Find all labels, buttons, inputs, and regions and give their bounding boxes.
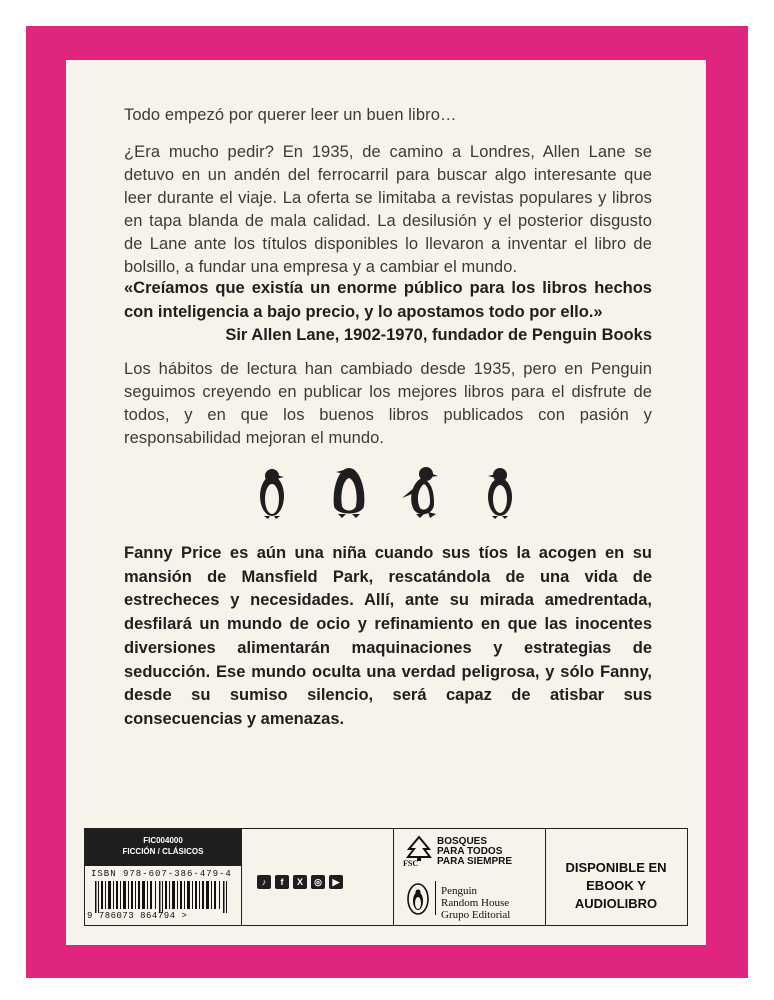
- penguin-row: [0, 464, 774, 524]
- penguin-random-house-logo: [407, 883, 429, 915]
- barcode-cell: [85, 829, 242, 925]
- fsc-line-1: BOSQUES: [437, 836, 488, 847]
- intro-line: Todo empezó por querer leer un buen libro…: [124, 106, 457, 124]
- fsc-slogan: [437, 837, 512, 867]
- barcode-icon: [95, 881, 229, 913]
- fsc-line-3: PARA SIEMPRE: [437, 856, 513, 867]
- publisher-cell: [393, 829, 546, 925]
- available-line-1: DISPONIBLE EN: [565, 860, 667, 875]
- category-code: FIC004000: [143, 836, 183, 845]
- publisher-line-3: Grupo Editorial: [441, 909, 511, 921]
- available-formats: [545, 859, 687, 913]
- tiktok-icon: ♪: [257, 875, 271, 889]
- x-icon: X: [293, 875, 307, 889]
- barcode-number: 9 786073 864794 >: [87, 911, 188, 921]
- publisher-line-2: Random House: [441, 897, 510, 909]
- intro-paragraph: ¿Era mucho pedir? En 1935, de camino a Londres, Allen Lane se detuvo en un andén del ferrocarril para buscar algo interesante que leer durante el viaje. La oferta se limitaba a revistas populares y libros en tapa blanda de mala calidad. La desilusión y el posterior disgusto de Lane ante los títulos disponibles lo llevaron a inventar el libro de bolsillo, a fundar una empresa y a cambiar el mundo.: [124, 143, 652, 276]
- publisher-name: [441, 885, 510, 921]
- synopsis-paragraph: Fanny Price es aún una niña cuando sus tíos la acogen en su mansión de Mansfield Park, rescatándola de una vida de estrecheces y necesidades. Allí, ante su mirada amedrentada, desfilará un mundo de ocio y refinamiento en que las inocentes diversiones alimentarán maquinaciones y estrategias de seducción. Ese mundo oculta una verdad peligrosa, y sólo Fanny, desde su sumiso silencio, será capaz de atisbar sus consecuencias y amenazas.: [124, 544, 652, 728]
- available-line-2: EBOOK Y AUDIOLIBRO: [574, 878, 658, 911]
- mission-paragraph: Los hábitos de lectura han cambiado desde 1935, pero en Penguin seguimos creyendo en publicar los mejores libros para el disfrute de todos, y en que los buenos libros publicados con pasión y responsabilidad mejoran el mundo.: [124, 360, 652, 447]
- facebook-icon: f: [275, 875, 289, 889]
- youtube-icon: ▶: [329, 875, 343, 889]
- penguin-icon: [482, 466, 518, 520]
- instagram-icon: ◎: [311, 875, 325, 889]
- fsc-line-2: PARA TODOS: [437, 846, 503, 857]
- publisher-line-1: Penguin: [441, 885, 478, 897]
- category-label: FICCIÓN / CLÁSICOS: [122, 847, 204, 856]
- social-icons: [257, 875, 343, 889]
- isbn-text: ISBN 978-607-386-479-4: [91, 869, 232, 879]
- quote-text: «Creíamos que existía un enorme público para los libros hechos con inteligencia a bajo precio, y lo apostamos todo por ello.»: [124, 279, 652, 321]
- quote-author: Sir Allen Lane, 1902-1970, fundador de Penguin Books: [225, 326, 652, 344]
- category-box: [85, 829, 241, 866]
- fsc-label: FSC: [403, 859, 419, 868]
- footer-bar: [84, 828, 688, 926]
- penguin-icon: [400, 464, 446, 520]
- social-cell: [241, 829, 394, 925]
- penguin-icon: [254, 466, 290, 520]
- penguin-icon: [326, 464, 372, 520]
